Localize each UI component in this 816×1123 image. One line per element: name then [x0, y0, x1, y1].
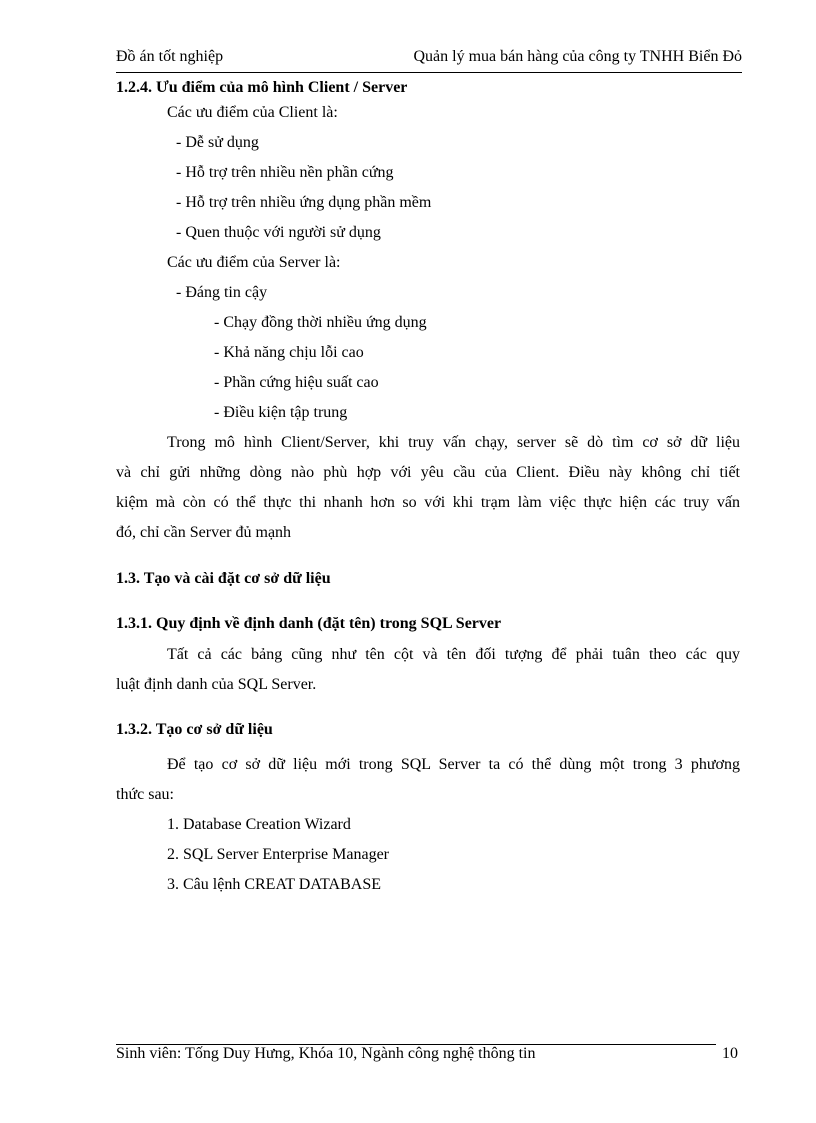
- server-subitem: - Chạy đồng thời nhiều ứng dụng: [214, 314, 427, 331]
- client-item: - Quen thuộc với người sử dụng: [176, 224, 381, 241]
- server-subitem: - Khả năng chịu lỗi cao: [214, 344, 364, 361]
- page-footer: [116, 1045, 740, 1069]
- paragraph-line: kiệm mà còn có thể thực thi nhanh hơn so với khi trạm làm việc thực hiện các truy vấn: [116, 494, 740, 511]
- heading-1-3-2: 1.3.2. Tạo cơ sở dữ liệu: [116, 721, 273, 738]
- server-subitem: - Điều kiện tập trung: [214, 404, 348, 421]
- footer-student: Sinh viên: Tống Duy Hưng, Khóa 10, Ngành công nghệ thông tin: [116, 1045, 536, 1062]
- paragraph-line: Trong mô hình Client/Server, khi truy vấn chạy, server sẽ dò tìm cơ sở dữ liệu: [167, 434, 740, 451]
- method-item: 3. Câu lệnh CREAT DATABASE: [167, 876, 381, 893]
- heading-1-2-4: 1.2.4. Ưu điểm của mô hình Client / Server: [116, 79, 408, 96]
- heading-1-3-1: 1.3.1. Quy định về định danh (đặt tên) trong SQL Server: [116, 615, 502, 632]
- client-item: - Dễ sử dụng: [176, 134, 259, 151]
- client-item: - Hỗ trợ trên nhiều ứng dụng phần mềm: [176, 194, 432, 211]
- server-item: - Đáng tin cậy: [176, 284, 268, 301]
- paragraph-line: luật định danh của SQL Server.: [116, 676, 317, 693]
- paragraph-line: Tất cả các bảng cũng như tên cột và tên đối tượng để phải tuân theo các quy: [167, 646, 740, 663]
- server-intro: Các ưu điểm của Server là:: [167, 254, 341, 271]
- client-item: - Hỗ trợ trên nhiều nền phần cứng: [176, 164, 394, 181]
- paragraph-line: Để tạo cơ sở dữ liệu mới trong SQL Server ta có thể dùng một trong 3 phương: [167, 756, 740, 773]
- server-subitem: - Phần cứng hiệu suất cao: [214, 374, 379, 391]
- header-right: Quản lý mua bán hàng của công ty TNHH Biển Đỏ: [413, 48, 742, 65]
- heading-1-3: 1.3. Tạo và cài đặt cơ sở dữ liệu: [116, 570, 331, 587]
- method-item: 1. Database Creation Wizard: [167, 816, 351, 833]
- paragraph-line: đó, chỉ cần Server đủ mạnh: [116, 524, 292, 541]
- paragraph-line: thức sau:: [116, 786, 174, 803]
- page-header: [116, 48, 742, 73]
- paragraph-line: và chỉ gửi những dòng nào phù hợp với yêu cầu của Client. Điều này không chỉ tiết: [116, 464, 740, 481]
- client-intro: Các ưu điểm của Client là:: [167, 104, 338, 121]
- header-left: Đồ án tốt nghiệp: [116, 48, 224, 65]
- method-item: 2. SQL Server Enterprise Manager: [167, 846, 389, 863]
- page-number: 10: [722, 1045, 738, 1062]
